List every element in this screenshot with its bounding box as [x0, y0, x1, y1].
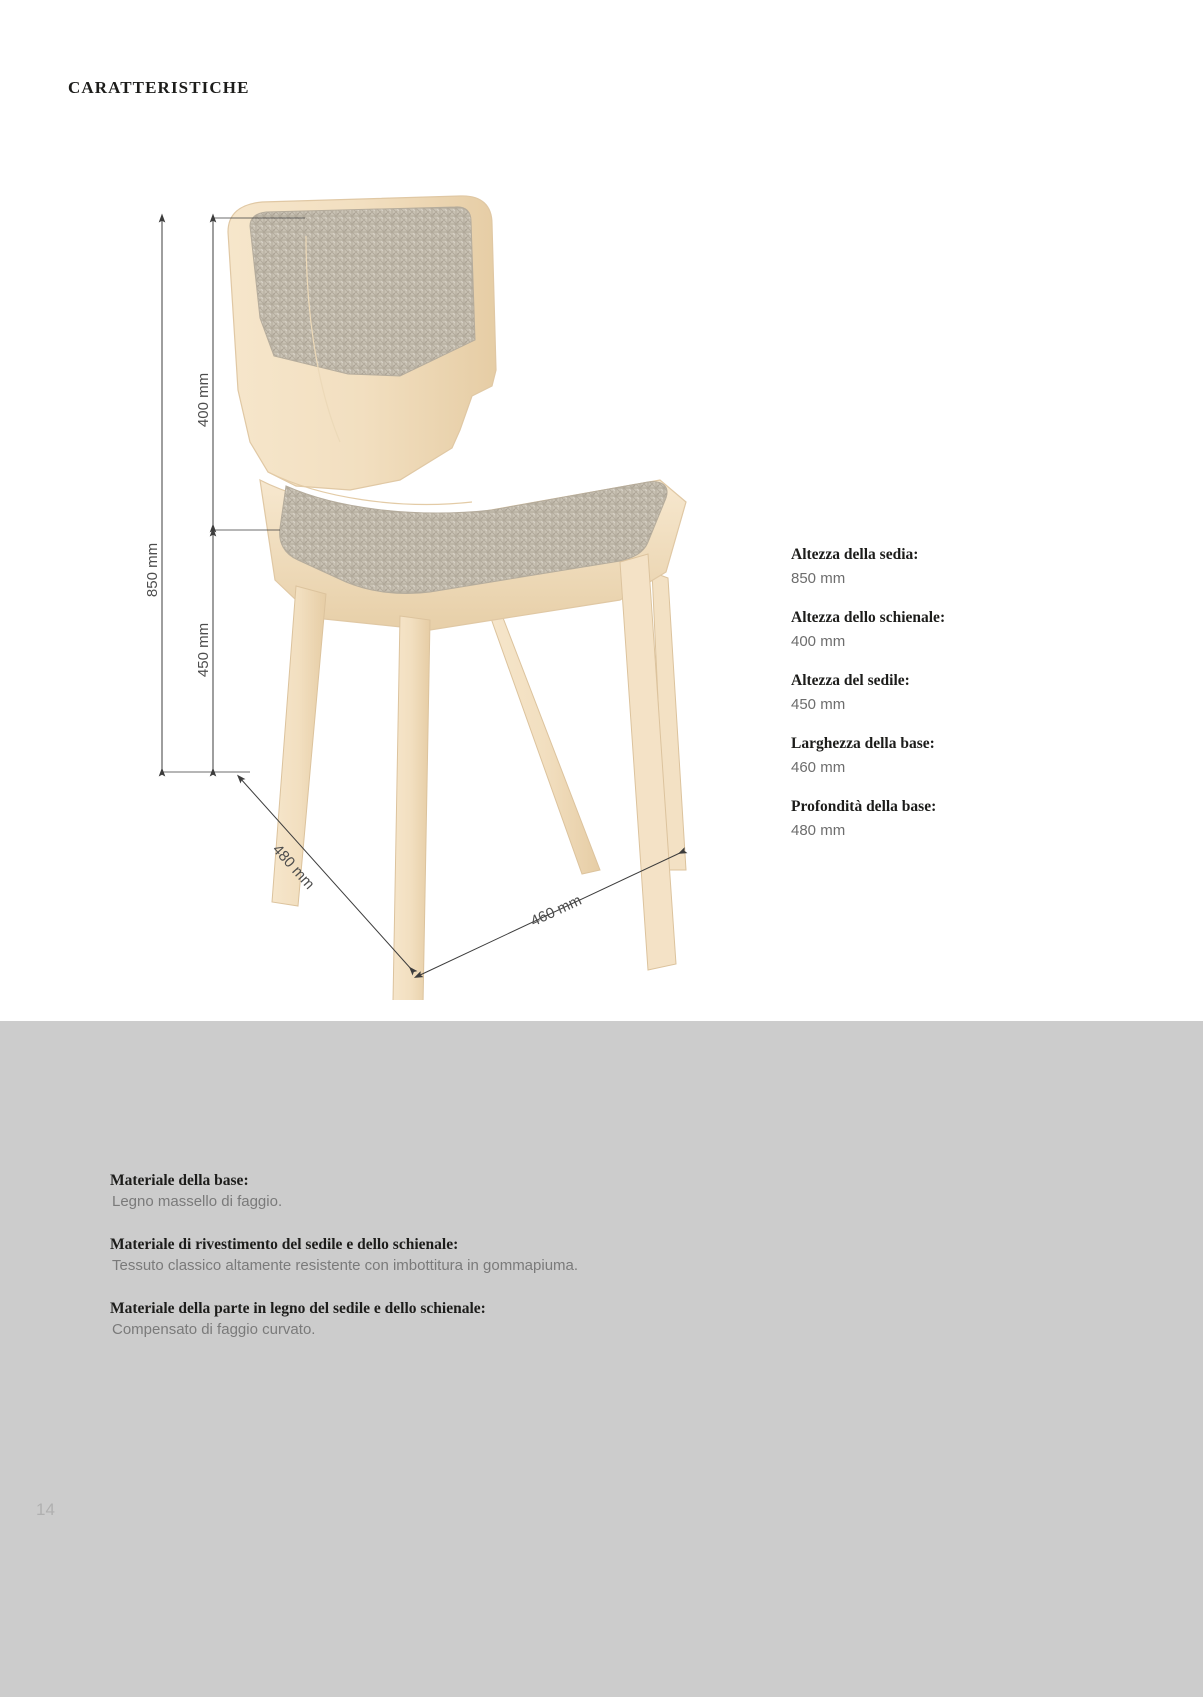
spec-label: Altezza dello schienale:	[791, 608, 946, 626]
material-item-upholstery	[110, 1236, 1010, 1274]
spec-label: Larghezza della base:	[791, 734, 935, 752]
spec-label: Profondità della base:	[791, 797, 937, 815]
spec-value: 450 mm	[791, 695, 846, 713]
materials-list	[110, 1172, 1010, 1364]
dim-label-base-depth: 480 mm	[268, 841, 318, 893]
material-label: Materiale di rivestimento del sedile e dello schienale:	[110, 1236, 459, 1253]
dim-label-seat-height: 450 mm	[195, 622, 212, 678]
material-item-base	[110, 1172, 1010, 1210]
spec-item-base-width	[791, 734, 1131, 778]
spec-label: Altezza del sedile:	[791, 671, 910, 689]
spec-item-seat-height	[791, 671, 1131, 715]
dim-label-base-width: 460 mm	[527, 891, 585, 931]
spec-item-back-height	[791, 608, 1131, 652]
spec-value: 400 mm	[791, 632, 846, 650]
material-value: Compensato di faggio curvato.	[112, 1321, 316, 1338]
dim-label-back-height: 400 mm	[195, 372, 212, 428]
material-item-wood-parts	[110, 1300, 1010, 1338]
material-value: Legno massello di faggio.	[112, 1193, 283, 1210]
spec-item-base-depth	[791, 797, 1131, 841]
specifications-list	[791, 545, 1131, 860]
page-title: CARATTERISTICHE	[68, 78, 250, 97]
material-value: Tessuto classico altamente resistente con imbottitura in gommapiuma.	[112, 1257, 579, 1274]
spec-label: Altezza della sedia:	[791, 546, 919, 563]
dim-label-total-height: 850 mm	[144, 542, 161, 598]
spec-value: 480 mm	[791, 821, 846, 839]
material-label: Materiale della base:	[110, 1172, 249, 1189]
material-label: Materiale della parte in legno del sedile e dello schienale:	[110, 1300, 486, 1317]
chair-technical-drawing	[100, 180, 820, 1000]
spec-item-chair-height	[791, 545, 1131, 589]
page-number: 14	[36, 1500, 55, 1519]
spec-value: 850 mm	[791, 569, 846, 587]
spec-value: 460 mm	[791, 758, 846, 776]
